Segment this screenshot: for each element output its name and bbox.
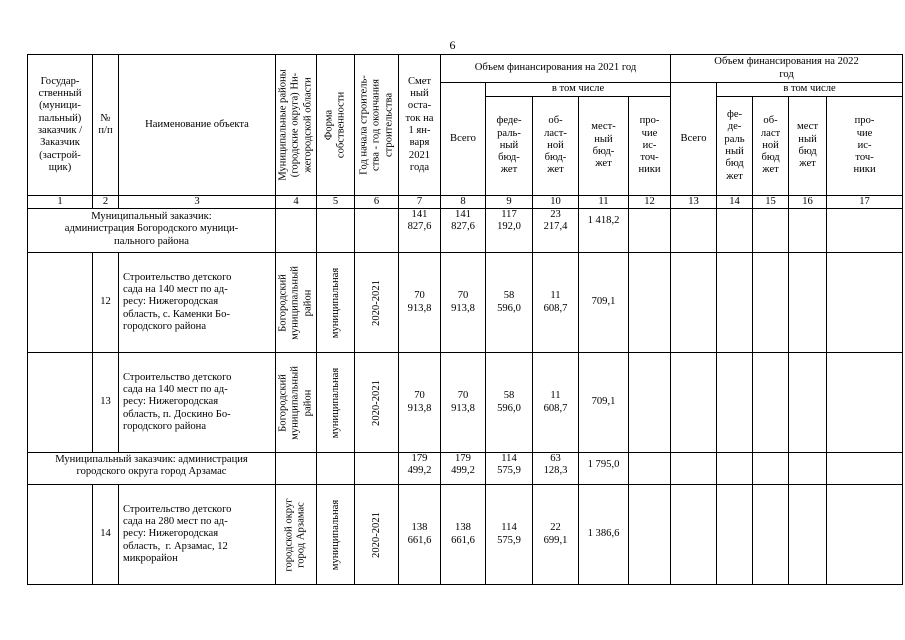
ownership: муниципальная (317, 353, 355, 453)
group-row-arzamas (28, 453, 903, 485)
group-federal: 117 192,0 (486, 209, 533, 253)
empty-cell (789, 209, 827, 253)
local: 709,1 (579, 253, 629, 353)
construction-years: 2020-2021 (355, 485, 399, 585)
header-fin-2021: Объем финансирования на 2021 год (441, 55, 671, 83)
empty-cell (789, 453, 827, 485)
header-local-2022: мест ный бюд жет (789, 97, 827, 196)
header-fin-2022: Объем финансирования на 2022 год (671, 55, 903, 83)
federal: 58 596,0 (486, 353, 533, 453)
regional: 22 699,1 (533, 485, 579, 585)
header-other-2022: про- чие ис- точ- ники (827, 97, 903, 196)
empty-cell (317, 209, 355, 253)
empty-cell (827, 253, 903, 353)
empty-cell (317, 453, 355, 485)
header-including-2021: в том числе (486, 83, 671, 97)
row-number: 14 (93, 485, 119, 585)
col-num: 9 (486, 196, 533, 209)
header-federal-2021: феде- раль- ный бюд- жет (486, 97, 533, 196)
total: 138 661,6 (441, 485, 486, 585)
empty-cell (827, 453, 903, 485)
group-label: Муниципальный заказчик: администрация городского округа город Арзамас (28, 453, 276, 485)
header-local-2021: мест- ный бюд- жет (579, 97, 629, 196)
header-federal-2022: фе- де- раль ный бюд жет (717, 97, 753, 196)
col-num: 16 (789, 196, 827, 209)
header-number: № п/п (93, 55, 119, 196)
federal: 114 575,9 (486, 485, 533, 585)
row-number: 13 (93, 353, 119, 453)
group-federal: 114 575,9 (486, 453, 533, 485)
empty-cell (827, 209, 903, 253)
table-row (28, 253, 903, 353)
empty-cell (671, 485, 717, 585)
header-regional-2021: об- ласт- ной бюд- жет (533, 97, 579, 196)
empty-cell (629, 485, 671, 585)
construction-years: 2020-2021 (355, 253, 399, 353)
group-regional: 63 128,3 (533, 453, 579, 485)
empty-cell (753, 209, 789, 253)
col-num: 12 (629, 196, 671, 209)
column-numbers-row (28, 196, 903, 209)
group-total: 179 499,2 (441, 453, 486, 485)
col-num: 14 (717, 196, 753, 209)
group-regional: 23 217,4 (533, 209, 579, 253)
header-total-2022: Всего (671, 83, 717, 196)
group-local: 1 418,2 (579, 209, 629, 253)
ownership: муниципальная (317, 485, 355, 585)
header-years: Год начала строитель- ства - год окончания строительства (355, 55, 399, 196)
empty-cell (629, 453, 671, 485)
group-total: 141 827,6 (441, 209, 486, 253)
col-num: 8 (441, 196, 486, 209)
empty-cell (753, 353, 789, 453)
header-ownership: Форма собственности (317, 55, 355, 196)
empty-cell (355, 453, 399, 485)
empty-cell (717, 453, 753, 485)
empty-cell (671, 353, 717, 453)
group-estimate: 179 499,2 (399, 453, 441, 485)
group-label: Муниципальный заказчик: администрация Богородского муници- пального района (28, 209, 276, 253)
empty-cell (717, 209, 753, 253)
col-num: 11 (579, 196, 629, 209)
header-customer: Государ- ственный (муници- пальный) заказчик / Заказчик (застрой- щик) (28, 55, 93, 196)
col-num: 3 (119, 196, 276, 209)
district: Богородский муниципальный район (276, 353, 317, 453)
district: Богородский муниципальный район (276, 253, 317, 353)
empty-cell (753, 485, 789, 585)
header-object-name: Наименование объекта (119, 55, 276, 196)
empty-cell (789, 485, 827, 585)
row-number: 12 (93, 253, 119, 353)
empty-cell (717, 353, 753, 453)
group-row-bogorodsk (28, 209, 903, 253)
header-including-2022: в том числе (717, 83, 903, 97)
regional: 11 608,7 (533, 253, 579, 353)
header-total-2021: Всего (441, 83, 486, 196)
col-num: 13 (671, 196, 717, 209)
empty-cell (827, 353, 903, 453)
empty-cell (827, 485, 903, 585)
empty-cell (753, 453, 789, 485)
construction-years: 2020-2021 (355, 353, 399, 453)
district: городской округ город Арзамас (276, 485, 317, 585)
empty-cell (276, 453, 317, 485)
col-num: 10 (533, 196, 579, 209)
empty-cell (28, 485, 93, 585)
empty-cell (28, 353, 93, 453)
estimate: 70 913,8 (399, 253, 441, 353)
empty-cell (28, 253, 93, 353)
empty-cell (717, 485, 753, 585)
total: 70 913,8 (441, 353, 486, 453)
col-num: 7 (399, 196, 441, 209)
col-num: 6 (355, 196, 399, 209)
header-estimate: Смет ный оста- ток на 1 ян- варя 2021 года (399, 55, 441, 196)
empty-cell (717, 253, 753, 353)
estimate: 138 661,6 (399, 485, 441, 585)
total: 70 913,8 (441, 253, 486, 353)
col-num: 15 (753, 196, 789, 209)
col-num: 4 (276, 196, 317, 209)
object-name: Строительство детского сада на 140 мест по ад- ресу: Нижегородская область, п. Доскино Бо- городского района (119, 353, 276, 453)
object-name: Строительство детского сада на 280 мест по ад- ресу: Нижегородская область, г. Арзамас, 12 микрорайон (119, 485, 276, 585)
group-estimate: 141 827,6 (399, 209, 441, 253)
header-row-1 (28, 55, 903, 83)
empty-cell (671, 209, 717, 253)
empty-cell (629, 209, 671, 253)
financing-table (27, 54, 903, 585)
regional: 11 608,7 (533, 353, 579, 453)
header-other-2021: про- чие ис- точ- ники (629, 97, 671, 196)
empty-cell (789, 253, 827, 353)
object-name: Строительство детского сада на 140 мест по ад- ресу: Нижегородская область, с. Каменки Бо- городского района (119, 253, 276, 353)
estimate: 70 913,8 (399, 353, 441, 453)
empty-cell (789, 353, 827, 453)
empty-cell (671, 253, 717, 353)
empty-cell (629, 353, 671, 453)
col-num: 17 (827, 196, 903, 209)
table-row (28, 485, 903, 585)
local: 709,1 (579, 353, 629, 453)
header-regional-2022: об- ласт ной бюд жет (753, 97, 789, 196)
col-num: 5 (317, 196, 355, 209)
col-num: 2 (93, 196, 119, 209)
header-district: Муниципальные районы (городские округа) Ни- жегородской области (276, 55, 317, 196)
empty-cell (671, 453, 717, 485)
federal: 58 596,0 (486, 253, 533, 353)
local: 1 386,6 (579, 485, 629, 585)
empty-cell (276, 209, 317, 253)
table-row (28, 353, 903, 453)
empty-cell (629, 253, 671, 353)
col-num: 1 (28, 196, 93, 209)
group-local: 1 795,0 (579, 453, 629, 485)
empty-cell (753, 253, 789, 353)
ownership: муниципальная (317, 253, 355, 353)
page-number: 6 (449, 38, 456, 52)
empty-cell (355, 209, 399, 253)
